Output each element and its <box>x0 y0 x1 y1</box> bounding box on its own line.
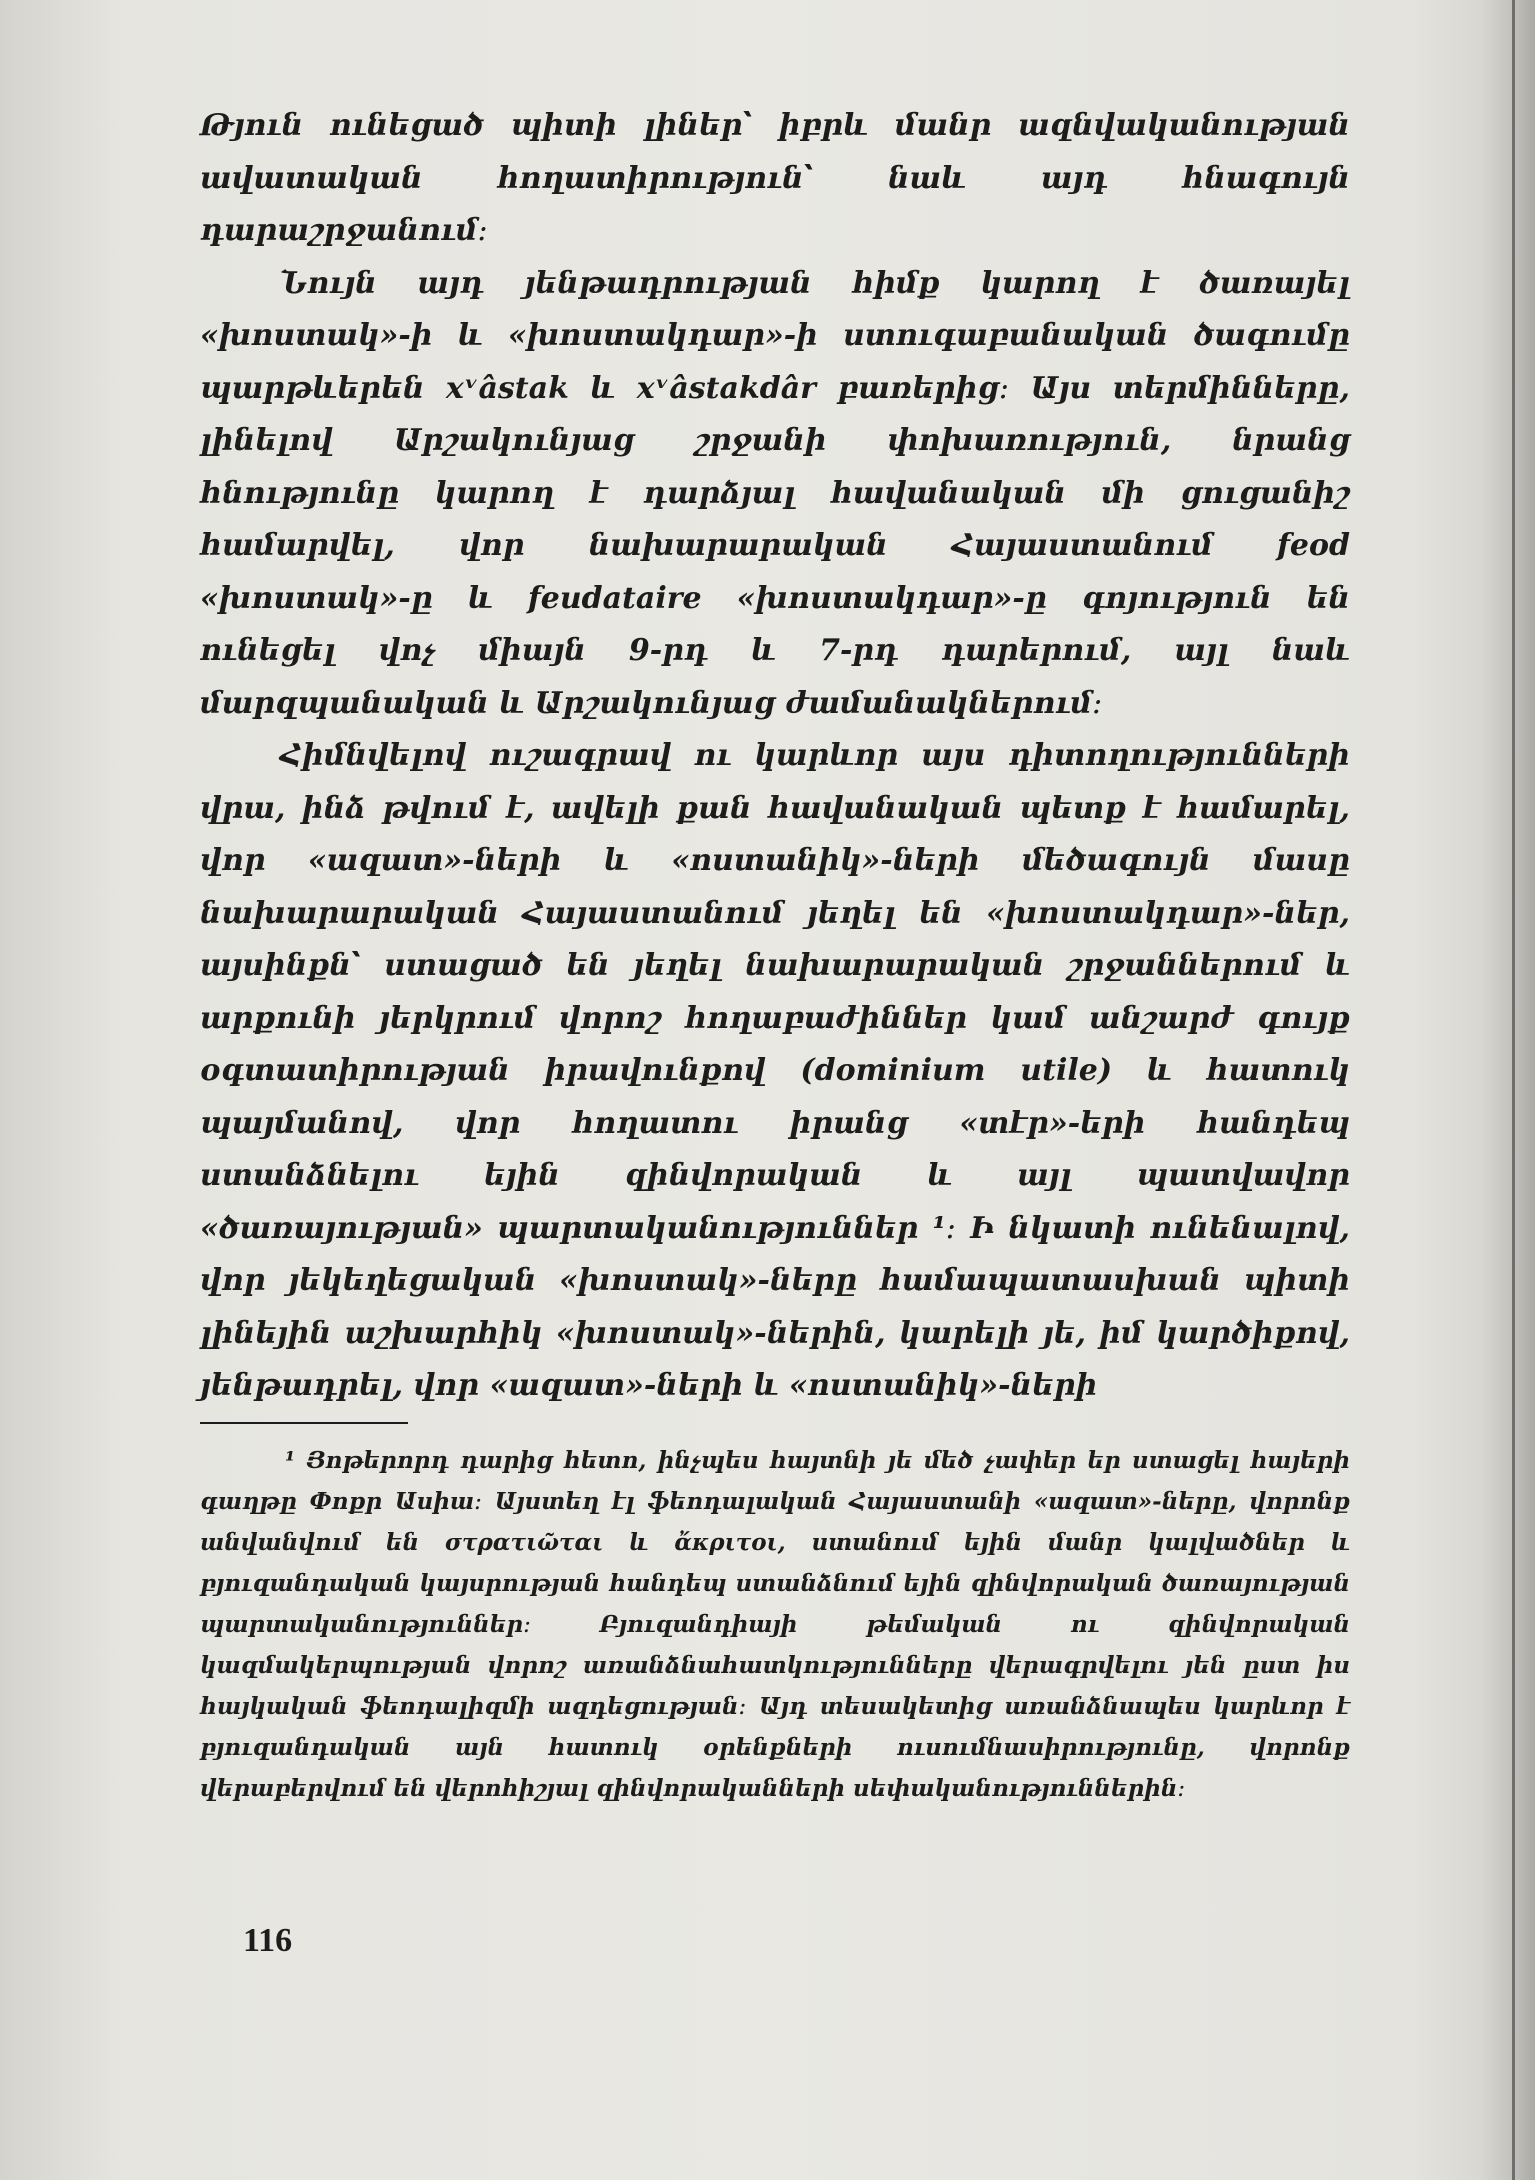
paragraph-2: Նույն այդ յենթադրության հիմք կարող է ծառայել «խոստակ»-ի և «խոստակդար»-ի ստուգաբանական ծագումը պարթևերեն xᵛâstak և xᵛâstakdâr բառերից։ Այս տերմինները, լինելով Արշակունյաց շրջանի փոխառություն, նրանց հնությունը կարող է դարձյալ հավանական մի ցուցանիշ համարվել, վոր նախարարական Հայաստանում feod «խոստակ»-ը և feudataire «խոստակդար»-ը գոյություն են ունեցել վոչ միայն 9-րդ և 7-րդ դարերում, այլ նաև մարզպանական և Արշակունյաց ժամանակներում։ <box>200 265 1350 721</box>
main-text <box>200 100 1350 1413</box>
spine-shadow <box>1480 0 1535 2180</box>
paragraph-3: Հիմնվելով ուշագրավ ու կարևոր այս դիտողությունների վրա, ինձ թվում է, ավելի քան հավանական պետք է համարել, վոր «ազատ»-ների և «ոստանիկ»-ների մեծագույն մասը նախարարական Հայաստանում յեղել են «խոստակդար»-ներ, այսինքն՝ ստացած են յեղել նախարարական շրջաններում և արքունի յերկրում վորոշ հողաբաժիններ կամ անշարժ գույք օգտատիրության իրավունքով (dominium utile) և հատուկ պայմանով, վոր հողատու իրանց «տէր»-երի հանդեպ ստանձնելու եյին զինվորական և այլ պատվավոր «ծառայության» պարտականություններ ¹։ Ի նկատի ունենալով, վոր յեկեղեցական «խոստակ»-ները համապատասխան պիտի լինեյին աշխարհիկ «խոստակ»-ներին, կարելի յե, իմ կարծիքով, յենթադրել, վոր «ազատ»-ների և «ոստանիկ»-ների <box>200 738 1350 1403</box>
spine-edge <box>1512 0 1515 2180</box>
footnote: ¹ Յոթերորդ դարից հետո, ինչպես հայտնի յե մեծ չափեր եր ստացել հայերի գաղթը Փոքր Ասիա։ Այստեղ էլ ֆեոդալական Հայաստանի «ազատ»-ները, վորոնք անվանվում են στρατιῶται և ἄκριτοι, ստանում եյին մանր կալվածներ և բյուզանդական կայսրության հանդեպ ստանձնում եյին զինվորական ծառայության պարտականություններ։ Բյուզանդիայի թեմական ու զինվորական կազմակերպության վորոշ առանձնահատկությունները վերագրվելու յեն ըստ իս հայկական ֆեոդալիզմի ազդեցության։ Այդ տեսակետից առանձնապես կարևոր է բյուզանդական այն հատուկ օրենքների ուսումնասիրությունը, վորոնք վերաբերվում են վերոհիշյալ զինվորականների սեփականություններին։ <box>200 1447 1350 1802</box>
page-number: 116 <box>243 1922 293 1959</box>
paragraph-1: Թյուն ունեցած պիտի լիներ՝ իբրև մանր ազնվականության ավատական հողատիրություն՝ նաև այդ հնագույն դարաշրջանում։ <box>200 108 1350 248</box>
footnote-divider <box>200 1422 408 1424</box>
